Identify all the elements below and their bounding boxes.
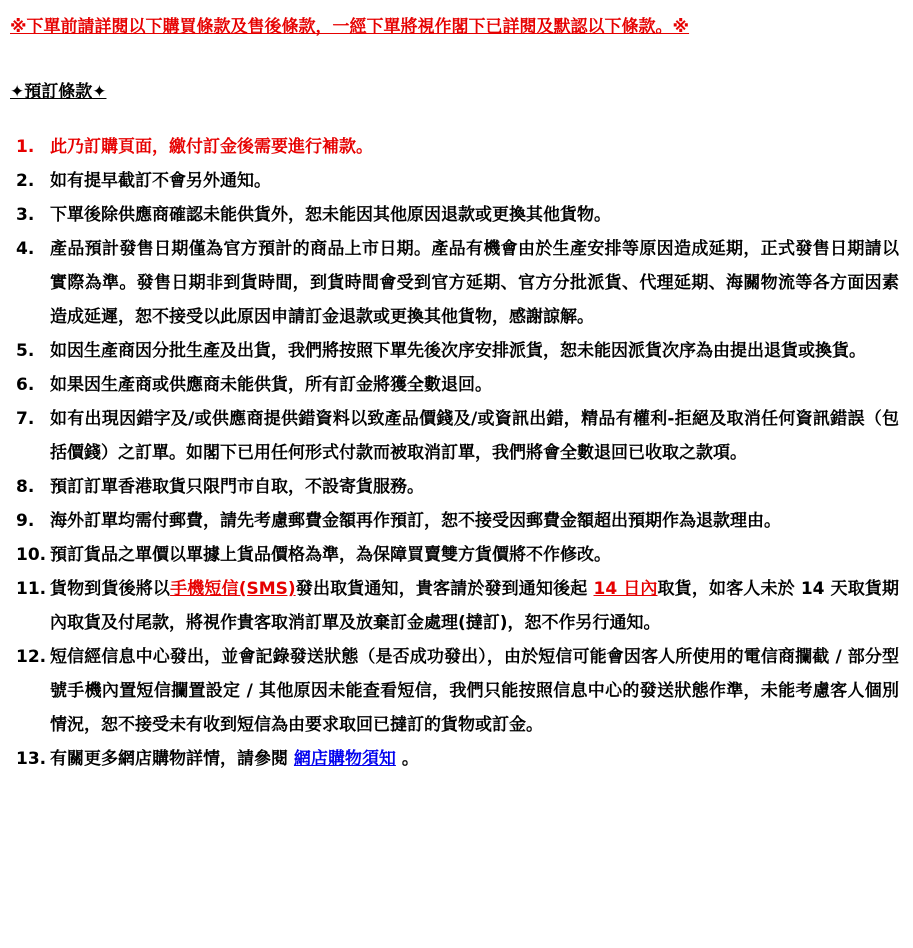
term-item [10, 164, 899, 198]
term-item [10, 130, 899, 164]
term-body [50, 511, 781, 531]
term-item [10, 232, 899, 334]
term-text: 貨物到貨後將以 [50, 579, 171, 600]
term-text: 海外訂單均需付郵費，請先考慮郵費金額再作預訂，恕不接受因郵費金額超出預期作為退款理由。 [50, 511, 781, 532]
term-number: 2. [16, 171, 35, 192]
term-number: 1. [16, 137, 35, 158]
term-number: 8. [16, 477, 35, 498]
term-text: 短信經信息中心發出，並會記錄發送狀態（是否成功發出），由於短信可能會因客人所使用的電信商攔截 / 部分型號手機內置短信攔置設定 / 其他原因未能查看短信，我們只能按照信息中心的發送狀態作準，未能考慮客人個別情況，恕不接受未有收到短信為由要求取回已撻訂的貨物或訂金。 [50, 647, 899, 736]
term-item [10, 368, 899, 402]
shop-guide-link[interactable]: 網店購物須知 [293, 749, 396, 770]
term-body [50, 375, 492, 395]
term-body [50, 239, 899, 327]
term-highlight-pickup-deadline: 14 日內 [593, 579, 658, 600]
terms-list [10, 130, 899, 776]
term-number: 4. [16, 239, 35, 260]
term-item [10, 198, 899, 232]
term-text: 有關更多網店購物詳情，請參閱 [50, 749, 294, 770]
term-item [10, 504, 899, 538]
term-number: 5. [16, 341, 35, 362]
term-number: 11. [16, 579, 47, 600]
term-item [10, 640, 899, 742]
term-text: 預訂訂單香港取貨只限門市自取，不設寄貨服務。 [50, 477, 424, 498]
term-number: 7. [16, 409, 35, 430]
term-number: 9. [16, 511, 35, 532]
term-item [10, 402, 899, 470]
term-text: 。 [395, 749, 419, 770]
pre-order-warning: ※下單前請詳閱以下購買條款及售後條款，一經下單將視作閣下已詳閱及默認以下條款。※ [10, 17, 690, 37]
term-text: 預訂貨品之單價以單據上貨品價格為準，為保障買賣雙方貨價將不作修改。 [50, 545, 611, 566]
term-text: 取貨，如客人未於 14 天取貨期內取貨及付尾款，將視作貴客取消訂單及放棄訂金處理(撻訂)，恕不作另行通知。 [50, 579, 900, 634]
term-item [10, 572, 899, 640]
term-number: 13. [16, 749, 47, 770]
term-body [50, 579, 899, 633]
term-text-deposit-warning: 此乃訂購頁面，繳付訂金後需要進行補款。 [50, 137, 373, 158]
term-text: 發出取貨通知，貴客請於發到通知後起 [295, 579, 594, 600]
term-number: 6. [16, 375, 35, 396]
term-item [10, 742, 899, 776]
term-item [10, 538, 899, 572]
term-text: 產品預計發售日期僅為官方預計的商品上市日期。產品有機會由於生產安排等原因造成延期，正式發售日期請以實際為準。發售日期非到貨時間，到貨時間會受到官方延期、官方分批派貨、代理延期、海關物流等各方面因素造成延遲，恕不接受以此原因申請訂金退款或更換其他貨物，感謝諒解。 [50, 239, 899, 328]
term-body [50, 749, 419, 769]
term-body [50, 477, 424, 497]
term-body [50, 137, 373, 157]
term-body [50, 171, 271, 191]
term-body [50, 409, 899, 463]
term-text: 下單後除供應商確認未能供貨外，恕未能因其他原因退款或更換其他貨物。 [50, 205, 611, 226]
term-text: 如因生產商因分批生產及出貨，我們將按照下單先後次序安排派貨，恕未能因派貨次序為由提出退貨或換貨。 [50, 341, 866, 362]
term-text: 如果因生產商或供應商未能供貨，所有訂金將獲全數退回。 [50, 375, 492, 396]
term-text: 如有提早截訂不會另外通知。 [50, 171, 271, 192]
term-body [50, 545, 611, 565]
term-body [50, 205, 611, 225]
term-body [50, 341, 866, 361]
term-number: 12. [16, 647, 47, 668]
term-number: 10. [16, 545, 47, 566]
term-number: 3. [16, 205, 35, 226]
term-item [10, 334, 899, 368]
term-body [50, 647, 899, 735]
section-title: ✦預訂條款✦ [10, 82, 107, 103]
term-text: 如有出現因錯字及/或供應商提供錯資料以致產品價錢及/或資訊出錯，精品有權利-拒絕及取消任何資訊錯誤（包括價錢）之訂單。如閣下已用任何形式付款而被取消訂單，我們將會全數退回已收取之款項。 [50, 409, 899, 464]
term-item [10, 470, 899, 504]
term-highlight-sms: 手機短信(SMS) [170, 579, 296, 600]
